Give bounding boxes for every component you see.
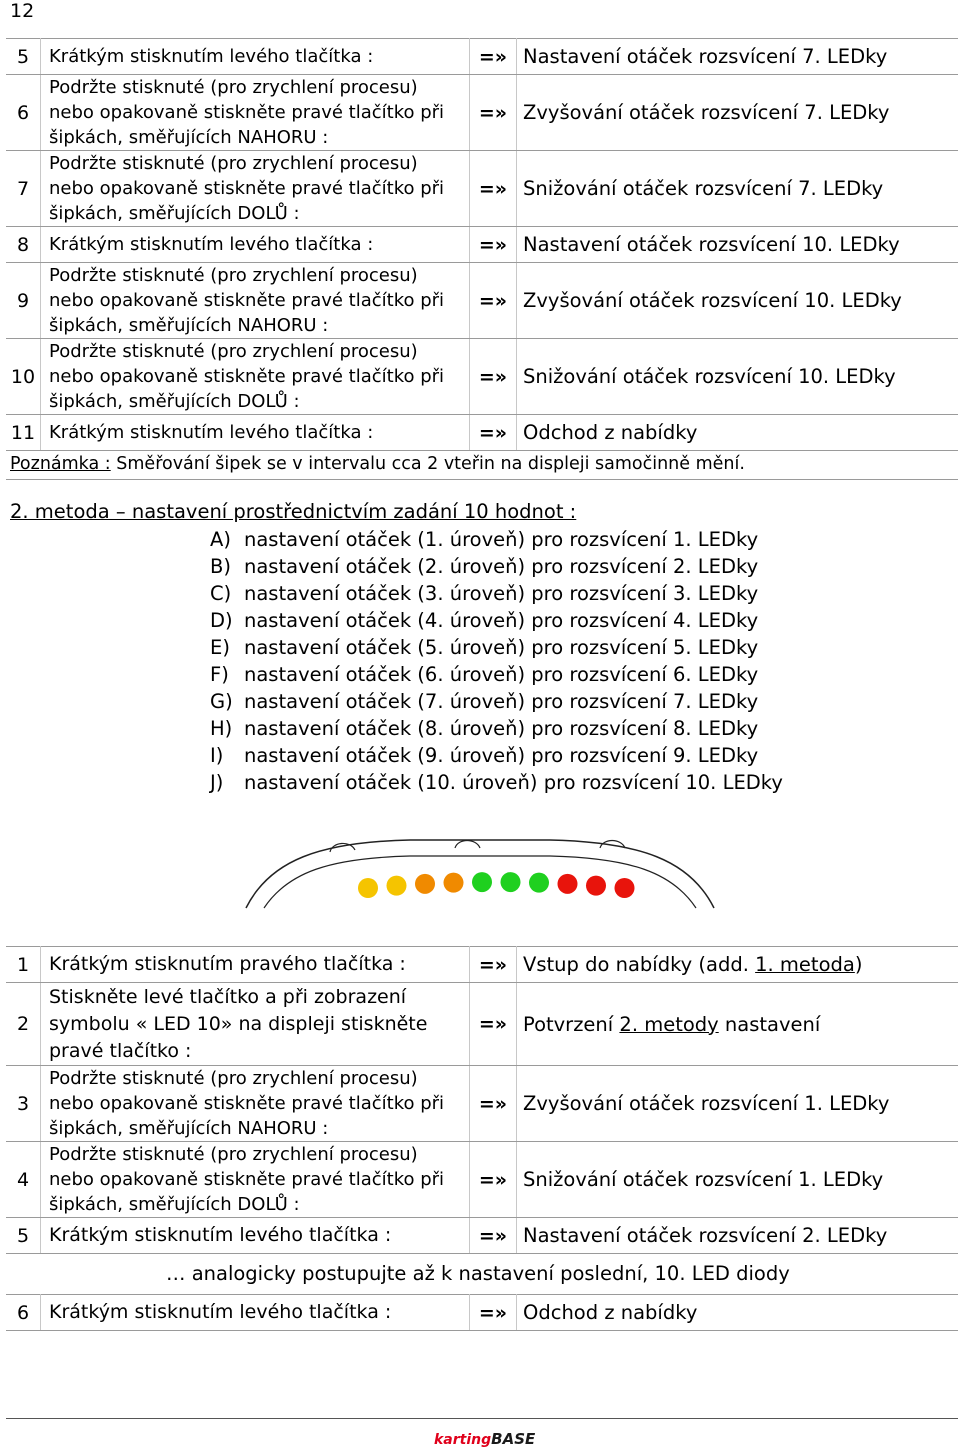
list-item bbox=[210, 607, 783, 634]
list-text: nastavení otáček (10. úroveň) pro rozsvícení 10. LEDky bbox=[244, 771, 783, 794]
list-text: nastavení otáček (9. úroveň) pro rozsvícení 9. LEDky bbox=[244, 744, 759, 767]
step-number: 7 bbox=[6, 151, 41, 227]
step-number: 3 bbox=[6, 1066, 41, 1142]
arrow-symbol: =» bbox=[470, 227, 517, 263]
note-text: Směřování šipek se v intervalu cca 2 vteřin na displeji samočinně mění. bbox=[110, 454, 745, 474]
list-text: nastavení otáček (4. úroveň) pro rozsvícení 4. LEDky bbox=[244, 609, 759, 632]
table-row bbox=[6, 151, 958, 227]
result-text: Vstup do nabídky (add. bbox=[523, 953, 756, 976]
result-text: ) bbox=[854, 953, 863, 976]
action-line: šipkách, směřujících DOLŮ : bbox=[49, 203, 300, 224]
list-letter: J) bbox=[210, 771, 224, 794]
step-result: Nastavení otáček rozsvícení 2. LEDky bbox=[517, 1218, 959, 1254]
step-number: 2 bbox=[6, 983, 41, 1066]
action-line: šipkách, směřujících NAHORU : bbox=[49, 127, 329, 148]
step-result: Snižování otáček rozsvícení 1. LEDky bbox=[517, 1142, 959, 1218]
continuation-note: … analogicky postupujte až k nastavení poslední, 10. LED diody bbox=[166, 1262, 790, 1285]
list-letter: G) bbox=[210, 690, 233, 713]
step-action bbox=[41, 75, 470, 151]
action-line: Podržte stisknuté (pro zrychlení procesu) bbox=[49, 1144, 418, 1165]
list-item bbox=[210, 715, 783, 742]
step-result bbox=[517, 947, 959, 983]
list-letter: B) bbox=[210, 555, 231, 578]
list-item bbox=[210, 688, 783, 715]
action-line: šipkách, směřujících DOLŮ : bbox=[49, 1194, 300, 1215]
list-text: nastavení otáček (8. úroveň) pro rozsvícení 8. LEDky bbox=[244, 717, 759, 740]
led-display-diagram bbox=[240, 830, 720, 910]
step-action: Krátkým stisknutím levého tlačítka : bbox=[41, 1295, 470, 1331]
step-number: 6 bbox=[6, 1295, 41, 1331]
step-number: 5 bbox=[6, 1218, 41, 1254]
table-row bbox=[6, 1066, 958, 1142]
action-line: šipkách, směřujících NAHORU : bbox=[49, 1118, 329, 1139]
action-line: Podržte stisknuté (pro zrychlení procesu) bbox=[49, 1068, 418, 1089]
step-number: 1 bbox=[6, 947, 41, 983]
table-row bbox=[6, 947, 958, 983]
table-row bbox=[6, 263, 958, 339]
step-action bbox=[41, 1066, 470, 1142]
action-line: nebo opakovaně stiskněte pravé tlačítko při bbox=[49, 1169, 445, 1190]
list-item bbox=[210, 553, 783, 580]
step-result: Zvyšování otáček rozsvícení 10. LEDky bbox=[517, 263, 959, 339]
result-text: Potvrzení bbox=[523, 1012, 620, 1036]
step-action bbox=[41, 263, 470, 339]
step-number: 5 bbox=[6, 39, 41, 75]
step-action: Krátkým stisknutím pravého tlačítka : bbox=[41, 947, 470, 983]
step-number: 10 bbox=[6, 339, 41, 415]
list-letter: I) bbox=[210, 744, 224, 767]
steps-table-2 bbox=[6, 946, 958, 1254]
arrow-symbol: =» bbox=[470, 151, 517, 227]
table-row bbox=[6, 1295, 958, 1331]
display-bump-center bbox=[455, 841, 480, 849]
action-line: nebo opakovaně stiskněte pravé tlačítko při bbox=[49, 1093, 445, 1114]
arrow-symbol: =» bbox=[470, 39, 517, 75]
led-5-green bbox=[472, 872, 492, 892]
arrow-symbol: =» bbox=[470, 75, 517, 151]
list-item bbox=[210, 526, 783, 553]
action-line: šipkách, směřujících NAHORU : bbox=[49, 315, 329, 336]
table-row bbox=[6, 1142, 958, 1218]
table-row bbox=[6, 983, 958, 1066]
list-text: nastavení otáček (1. úroveň) pro rozsvícení 1. LEDky bbox=[244, 528, 759, 551]
action-line: symbolu « LED 10» na displeji stiskněte bbox=[49, 1012, 428, 1035]
step-result: Nastavení otáček rozsvícení 10. LEDky bbox=[517, 227, 959, 263]
step-action bbox=[41, 1142, 470, 1218]
note bbox=[10, 454, 745, 474]
led-9-red bbox=[586, 876, 606, 896]
led-10-red bbox=[615, 878, 635, 898]
step-action bbox=[41, 339, 470, 415]
action-line: nebo opakovaně stiskněte pravé tlačítko při bbox=[49, 290, 445, 311]
action-line: nebo opakovaně stiskněte pravé tlačítko při bbox=[49, 102, 445, 123]
action-line: šipkách, směřujících DOLŮ : bbox=[49, 391, 300, 412]
list-item bbox=[210, 634, 783, 661]
method-2-title: 2. metoda – nastavení prostřednictvím zadání 10 hodnot : bbox=[10, 500, 577, 523]
list-item bbox=[210, 742, 783, 769]
step-number: 6 bbox=[6, 75, 41, 151]
logo-base: BASE bbox=[491, 1430, 536, 1448]
step-action: Krátkým stisknutím levého tlačítka : bbox=[41, 227, 470, 263]
led-7-green bbox=[529, 873, 549, 893]
step-result bbox=[517, 983, 959, 1066]
arrow-symbol: =» bbox=[470, 947, 517, 983]
list-letter: D) bbox=[210, 609, 233, 632]
result-text: nastavení bbox=[718, 1012, 821, 1036]
action-line: Podržte stisknuté (pro zrychlení procesu) bbox=[49, 265, 418, 286]
arrow-symbol: =» bbox=[470, 415, 517, 451]
list-letter: F) bbox=[210, 663, 229, 686]
list-letter: C) bbox=[210, 582, 232, 605]
list-letter: H) bbox=[210, 717, 233, 740]
steps-table-3 bbox=[6, 1294, 958, 1331]
led-6-green bbox=[501, 872, 521, 892]
step-action: Krátkým stisknutím levého tlačítka : bbox=[41, 415, 470, 451]
arrow-symbol: =» bbox=[470, 1218, 517, 1254]
arrow-symbol: =» bbox=[470, 983, 517, 1066]
footer-divider bbox=[6, 1418, 958, 1419]
action-line: Podržte stisknuté (pro zrychlení procesu) bbox=[49, 77, 418, 98]
step-number: 11 bbox=[6, 415, 41, 451]
list-item bbox=[210, 661, 783, 688]
action-line: Stiskněte levé tlačítko a při zobrazení bbox=[49, 985, 407, 1008]
led-4-orange bbox=[444, 873, 464, 893]
method-2-list bbox=[210, 526, 783, 796]
step-action bbox=[41, 983, 470, 1066]
table-row bbox=[6, 415, 958, 451]
step-number: 9 bbox=[6, 263, 41, 339]
arrow-symbol: =» bbox=[470, 1295, 517, 1331]
list-item bbox=[210, 769, 783, 796]
list-letter: A) bbox=[210, 528, 231, 551]
led-3-orange bbox=[415, 874, 435, 894]
step-number: 8 bbox=[6, 227, 41, 263]
led-1-yellow bbox=[358, 878, 378, 898]
kartingbase-logo bbox=[434, 1430, 535, 1448]
list-text: nastavení otáček (3. úroveň) pro rozsvícení 3. LEDky bbox=[244, 582, 759, 605]
table-row bbox=[6, 227, 958, 263]
divider bbox=[6, 479, 958, 480]
action-line: Podržte stisknuté (pro zrychlení procesu) bbox=[49, 153, 418, 174]
table-row bbox=[6, 339, 958, 415]
arrow-symbol: =» bbox=[470, 263, 517, 339]
step-result: Odchod z nabídky bbox=[517, 415, 959, 451]
table-row bbox=[6, 1218, 958, 1254]
list-text: nastavení otáček (5. úroveň) pro rozsvícení 5. LEDky bbox=[244, 636, 759, 659]
table-row bbox=[6, 39, 958, 75]
step-action: Krátkým stisknutím levého tlačítka : bbox=[41, 1218, 470, 1254]
page-number: 12 bbox=[10, 0, 35, 22]
table-row bbox=[6, 75, 958, 151]
arrow-symbol: =» bbox=[470, 1066, 517, 1142]
action-line: pravé tlačítko : bbox=[49, 1039, 192, 1062]
arrow-symbol: =» bbox=[470, 339, 517, 415]
step-result: Zvyšování otáček rozsvícení 1. LEDky bbox=[517, 1066, 959, 1142]
note-label: Poznámka : bbox=[10, 454, 111, 474]
list-letter: E) bbox=[210, 636, 230, 659]
list-item bbox=[210, 580, 783, 607]
led-8-red bbox=[558, 874, 578, 894]
step-result: Odchod z nabídky bbox=[517, 1295, 959, 1331]
step-result: Zvyšování otáček rozsvícení 7. LEDky bbox=[517, 75, 959, 151]
step-result: Snižování otáček rozsvícení 7. LEDky bbox=[517, 151, 959, 227]
logo-karting: karting bbox=[434, 1432, 492, 1448]
method-2-link[interactable]: 2. metody bbox=[619, 1012, 719, 1036]
list-text: nastavení otáček (6. úroveň) pro rozsvícení 6. LEDky bbox=[244, 663, 759, 686]
arrow-symbol: =» bbox=[470, 1142, 517, 1218]
list-text: nastavení otáček (2. úroveň) pro rozsvícení 2. LEDky bbox=[244, 555, 759, 578]
step-action: Krátkým stisknutím levého tlačítka : bbox=[41, 39, 470, 75]
led-2-yellow bbox=[387, 876, 407, 896]
steps-table-1 bbox=[6, 38, 958, 451]
action-line: nebo opakovaně stiskněte pravé tlačítko při bbox=[49, 178, 445, 199]
step-result: Snižování otáček rozsvícení 10. LEDky bbox=[517, 339, 959, 415]
step-number: 4 bbox=[6, 1142, 41, 1218]
action-line: Podržte stisknuté (pro zrychlení procesu) bbox=[49, 341, 418, 362]
step-action bbox=[41, 151, 470, 227]
list-text: nastavení otáček (7. úroveň) pro rozsvícení 7. LEDky bbox=[244, 690, 759, 713]
method-1-link[interactable]: 1. metoda bbox=[755, 953, 855, 976]
action-line: nebo opakovaně stiskněte pravé tlačítko při bbox=[49, 366, 445, 387]
step-result: Nastavení otáček rozsvícení 7. LEDky bbox=[517, 39, 959, 75]
led-row bbox=[358, 872, 635, 898]
